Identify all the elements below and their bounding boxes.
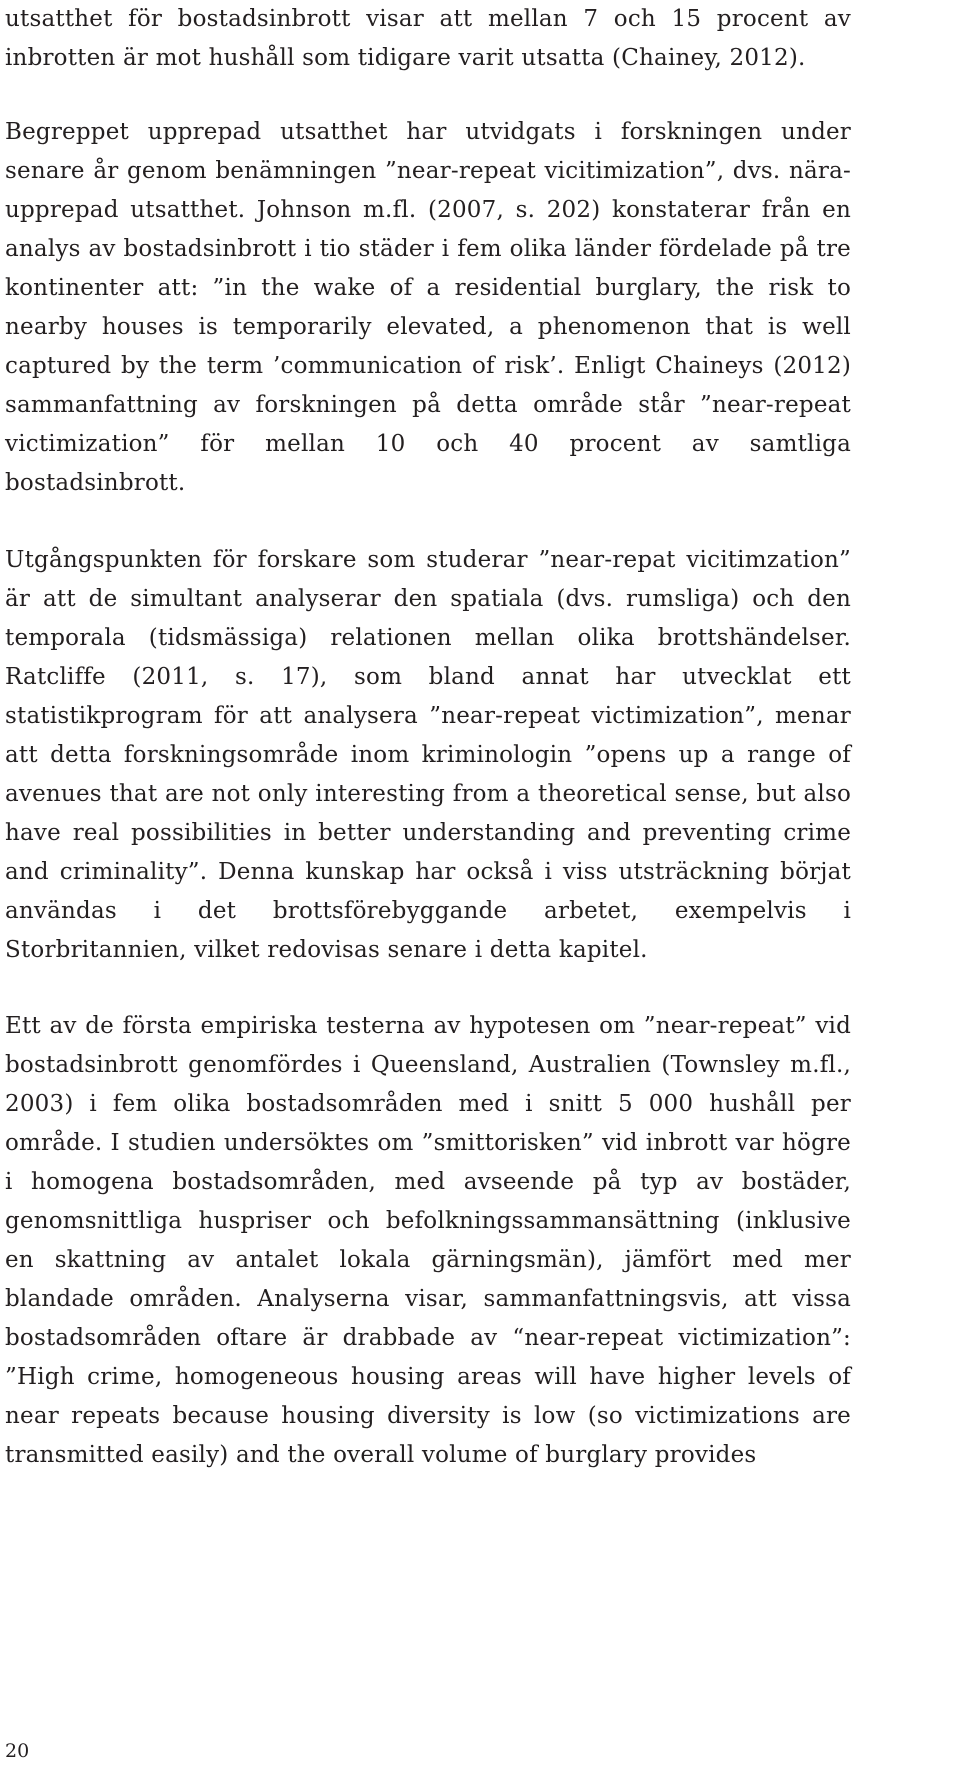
page-number: 20	[5, 1740, 30, 1762]
paragraph-2: Begreppet upprepad utsatthet har utvidgats i forskningen under senare år genom benämningen ”near-repeat vicitimization”, dvs. nära-upprepad utsatthet. Johnson m.fl. (2007, s. 202) konstaterar från en analys av bostadsinbrott i tio städer i fem olika länder fördelade på tre kontinenter att: ”in the wake of a residential burglary, the risk to nearby houses is temporarily elevated, a phenomenon that is well captured by the term ’communication of risk’. Enligt Chaineys (2012) sammanfattning av forskningen på detta område står ”near-repeat victimization” för mellan 10 och 40 procent av samtliga bostadsinbrott.	[5, 119, 851, 496]
paragraph-3: Utgångspunkten för forskare som studerar ”near-repat vicitimzation” är att de simultant analyserar den spatiala (dvs. rumsliga) och den temporala (tidsmässiga) relationen mellan olika brottshändelser. Ratcliffe (2011, s. 17), som bland annat har utvecklat ett statistikprogram för att analysera ”near-repeat victimization”, menar att detta forskningsområde inom kriminologin ”opens up a range of avenues that are not only interesting from a theoretical sense, but also have real possibilities in better understanding and preventing crime and criminality”. Denna kunskap har också i viss utsträckning börjat användas i det brottsförebyggande arbetet, exempelvis i Storbritannien, vilket redovisas senare i detta kapitel.	[5, 547, 851, 963]
paragraph-4: Ett av de första empiriska testerna av hypotesen om ”near-repeat” vid bostadsinbrott genomfördes i Queensland, Australien (Townsley m.fl., 2003) i fem olika bostadsområden med i snitt 5 000 hushåll per område. I studien undersöktes om ”smittorisken” vid inbrott var högre i homogena bostadsområden, med avseende på typ av bostäder, genomsnittliga huspriser och befolkningssammansättning (inklusive en skattning av antalet lokala gärningsmän), jämfört med mer blandade områden. Analyserna visar, sammanfattningsvis, att vissa bostadsområden oftare är drabbade av “near-repeat victimization”: ”High crime, homogeneous housing areas will have higher levels of near repeats because housing diversity is low (so victimizations are transmitted easily) and the overall volume of burglary provides	[5, 1013, 851, 1468]
paragraph-1: utsatthet för bostadsinbrott visar att mellan 7 och 15 procent av inbrotten är mot hushåll som tidigare varit utsatta (Chainey, 2012).	[5, 6, 851, 71]
